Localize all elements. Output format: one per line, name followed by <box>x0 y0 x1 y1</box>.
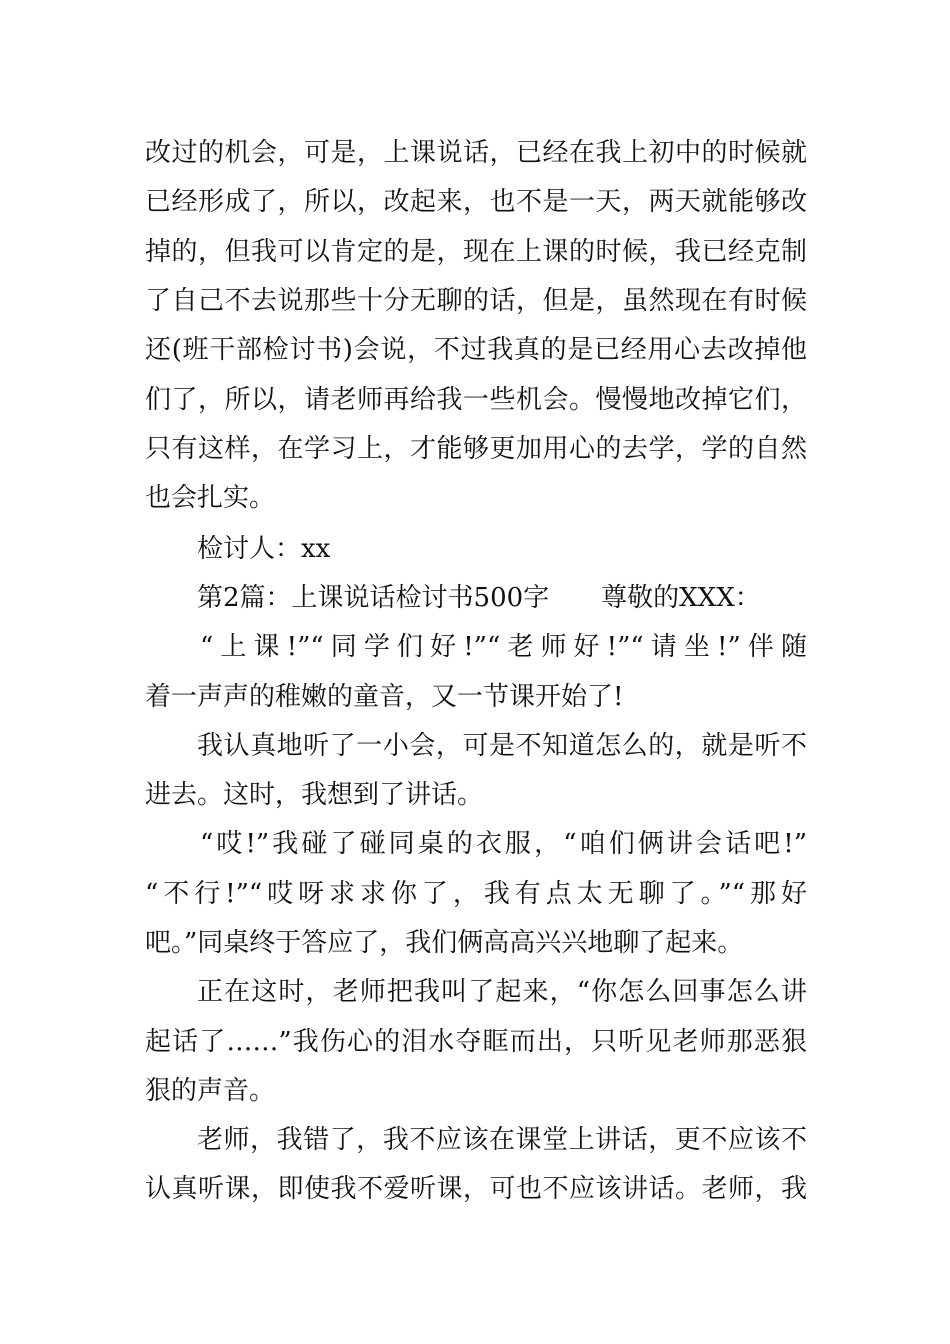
text-line: “不行!”“哎呀求求你了，我有点太无聊了。”“那好 <box>145 879 807 909</box>
text-line: 狠的声音。 <box>145 1076 276 1106</box>
text-line: 已经形成了，所以，改起来，也不是一天，两天就能够改 <box>145 187 807 217</box>
paragraph-start-line: 我认真地听了一小会，可是不知道怎么的，就是听不 <box>197 731 807 761</box>
paragraph-start-line: “哎!”我碰了碰同桌的衣服，“咱们俩讲会话吧!” <box>200 829 807 859</box>
text-line: 还(班干部检讨书)会说，不过我真的是已经用心去改掉他 <box>145 335 807 365</box>
text-line: 只有这样，在学习上，才能够更加用心的去学，学的自然 <box>145 434 807 464</box>
text-line: 着一声声的稚嫩的童音，又一节课开始了! <box>145 682 624 712</box>
text-line: 改过的机会，可是，上课说话，已经在我上初中的时候就 <box>145 138 807 168</box>
text-line: 进去。这时，我想到了讲话。 <box>145 780 484 810</box>
text-line: 起话了……”我伤心的泪水夺眶而出，只听见老师那恶狠 <box>145 1027 807 1057</box>
paragraph-start-line: “上课!”“同学们好!”“老师好!”“请坐!”伴随 <box>200 632 807 662</box>
paragraph-start-line: 老师，我错了，我不应该在课堂上讲话，更不应该不 <box>197 1125 807 1155</box>
text-line: 吧。”同桌终于答应了，我们俩高高兴兴地聊了起来。 <box>145 928 744 958</box>
text-line: 认真听课，即使我不爱听课，可也不应该讲话。老师，我 <box>145 1174 807 1204</box>
section-heading: 第2篇：上课说话检讨书500字 尊敬的XXX： <box>197 583 761 613</box>
text-line: 们了，所以，请老师再给我一些机会。慢慢地改掉它们， <box>145 385 807 415</box>
text-line: 了自己不去说那些十分无聊的话，但是，虽然现在有时候 <box>145 286 807 316</box>
signature-line: 检讨人：xx <box>197 534 331 564</box>
text-line: 掉的，但我可以肯定的是，现在上课的时候，我已经克制 <box>145 237 807 267</box>
paragraph-start-line: 正在这时，老师把我叫了起来，“你怎么回事怎么讲 <box>197 977 807 1007</box>
text-line: 也会扎实。 <box>145 483 276 513</box>
